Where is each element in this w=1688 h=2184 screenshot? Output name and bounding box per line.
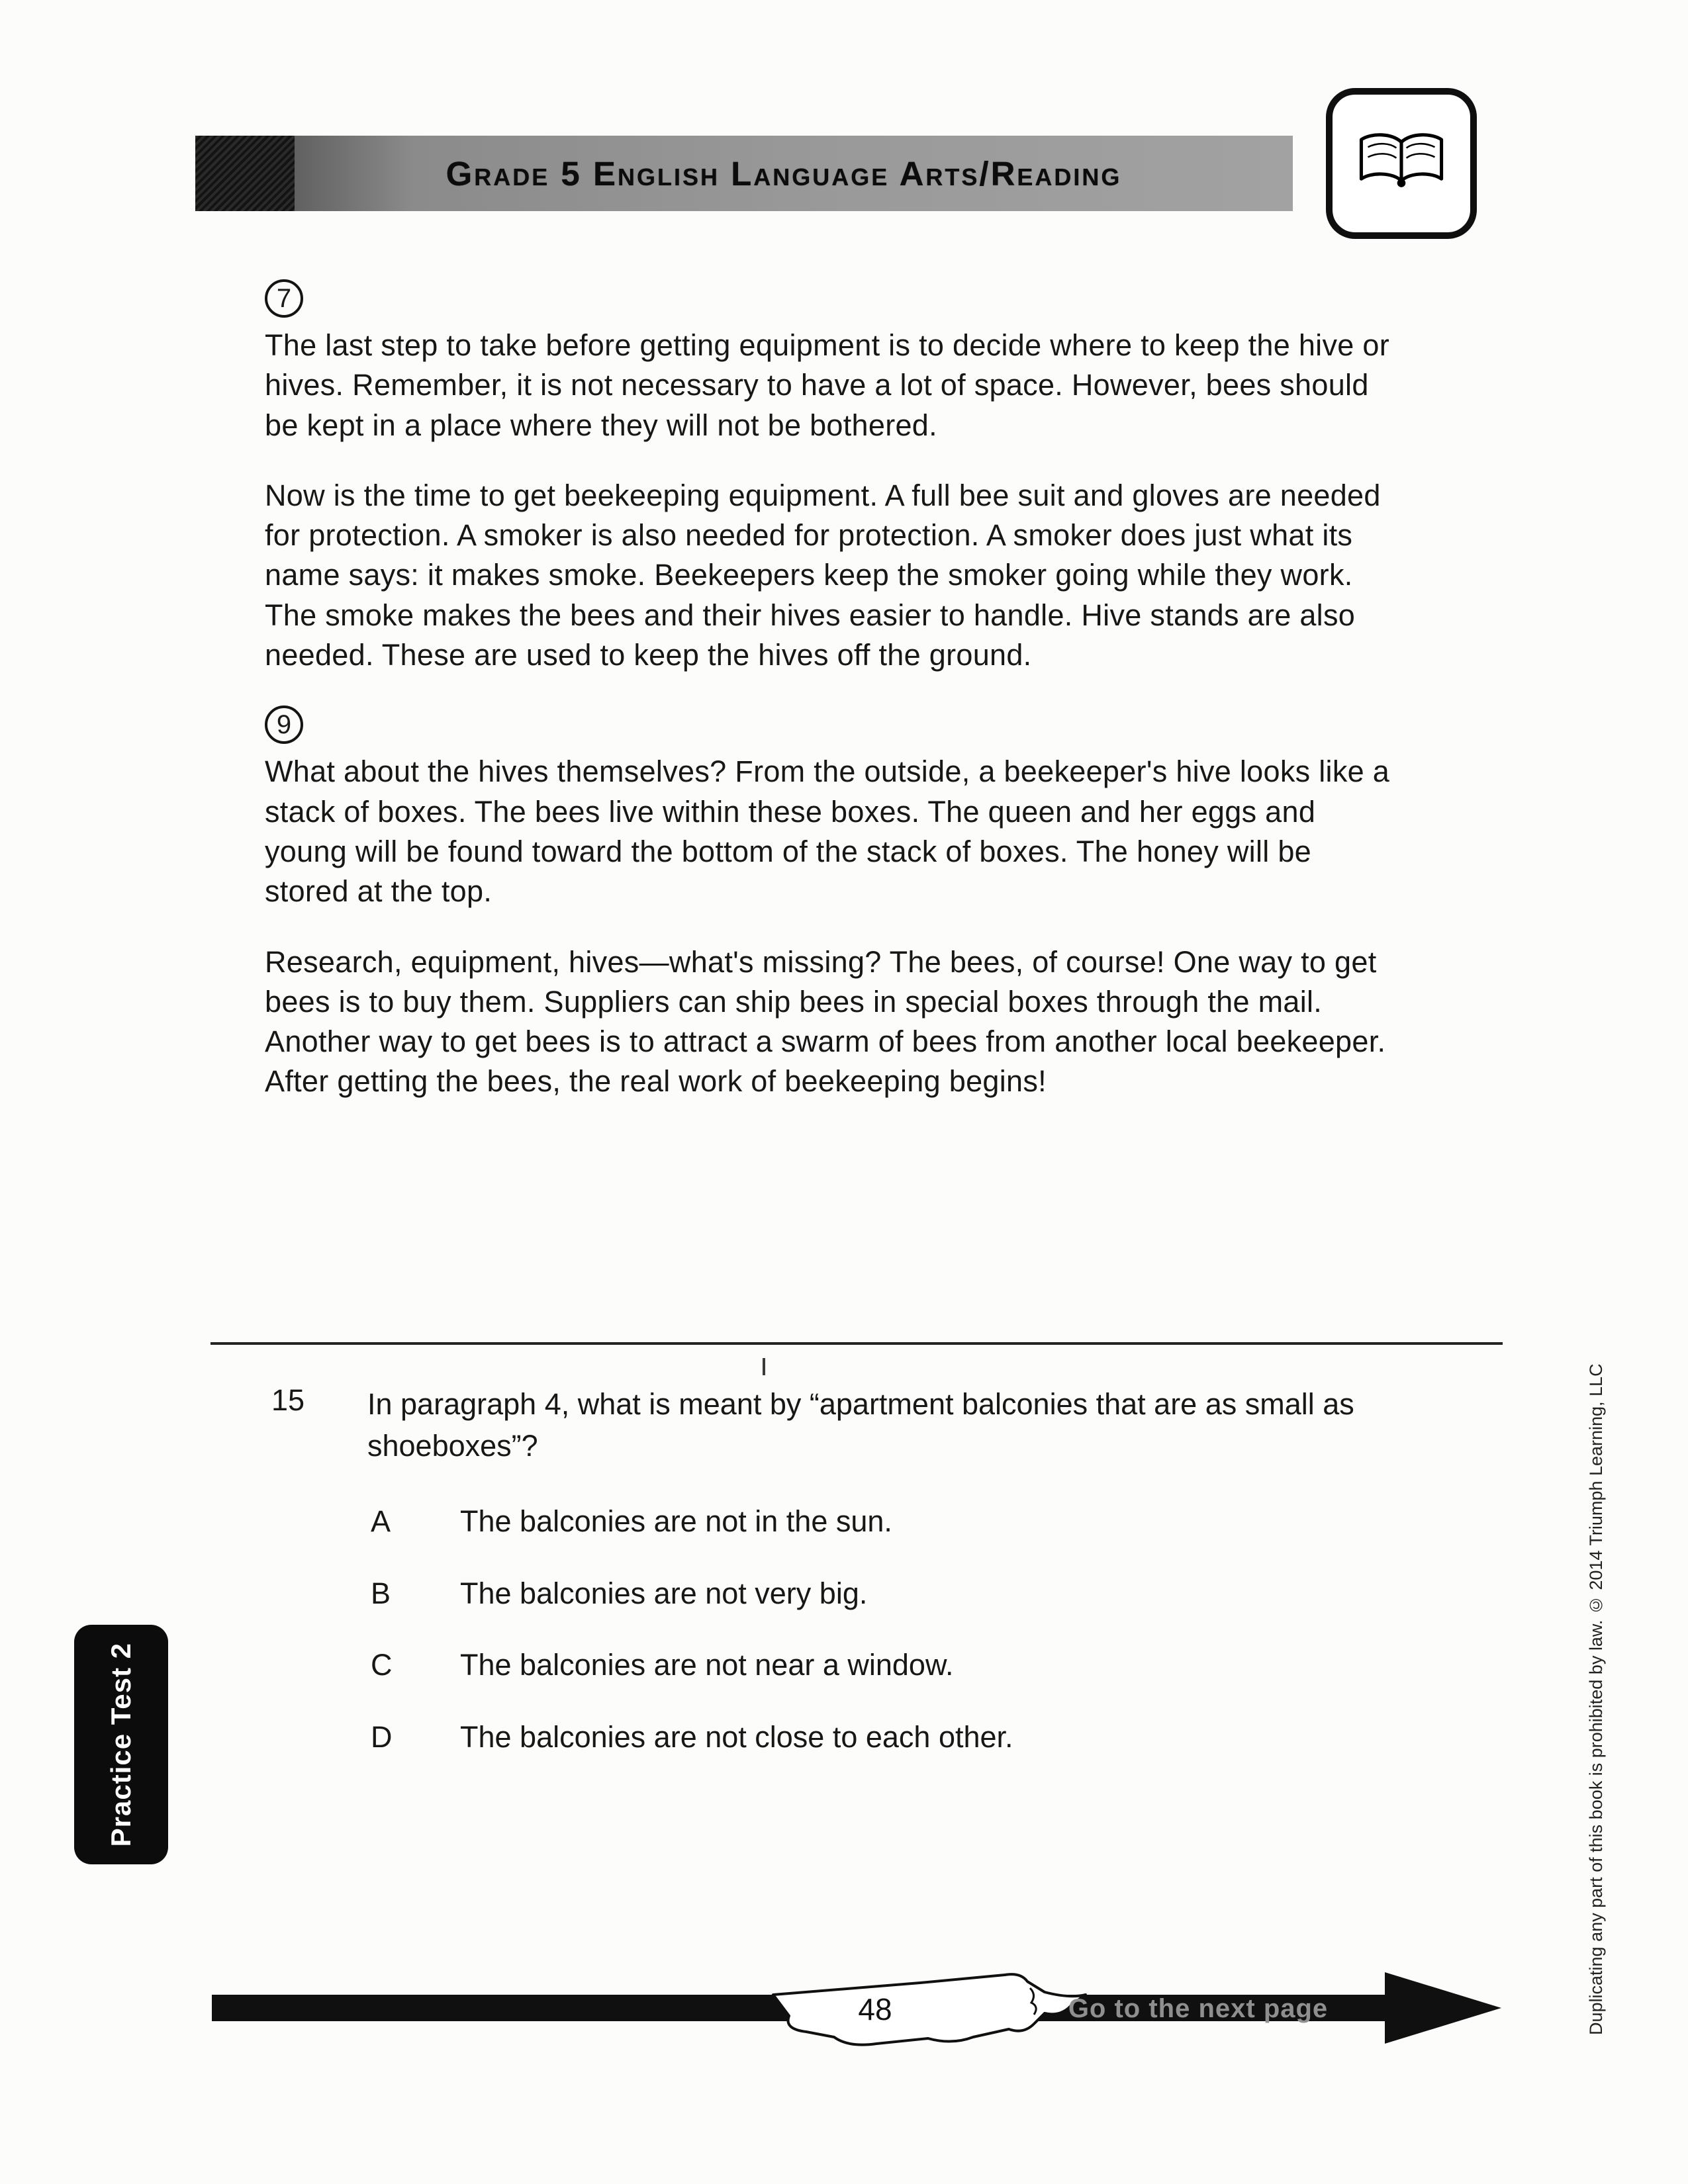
section-divider (211, 1342, 1503, 1345)
paragraph-text: Research, equipment, hives—what's missing? The bees, of course! One way to get bees is to buy them. Suppliers can ship bees in special boxes through the mail. Another way to get bees is to attract a swarm of bees from another local beekeeper. After getting the bees, the real work of beekeeping begins! (265, 944, 1386, 1099)
paragraph-number-circle: 7 (265, 279, 303, 318)
answer-choice-c (271, 1646, 1436, 1685)
choice-letter: B (371, 1576, 391, 1610)
paragraph-number-circle: 9 (265, 705, 303, 744)
passage-paragraph-10 (265, 942, 1390, 1102)
practice-test-label: Practice Test 2 (105, 1642, 136, 1847)
paragraph-text: Now is the time to get beekeeping equipment. A full bee suit and gloves are needed for protection. A smoker is also needed for protection. A smoker does just what its name says: it makes smoke. Beekeepers keep the smoker going while they work. The smoke makes the bees and their hives easier to handle. Hive stands are also needed. These are used to keep the hives off the ground. (265, 478, 1381, 672)
choice-text: The balconies are not in the sun. (460, 1504, 892, 1538)
choice-letter: D (371, 1719, 393, 1754)
page-number: 48 (858, 1992, 892, 2026)
paragraph-text: The last step to take before getting equipment is to decide where to keep the hive or hives. Remember, it is not necessary to have a lot of space. However, bees should be kept in a place where they will not be bothered. (265, 328, 1390, 442)
answer-choice-a (271, 1502, 1436, 1541)
passage-paragraph-9 (265, 705, 1390, 911)
choice-letter: A (371, 1504, 391, 1538)
practice-test-tab (74, 1625, 168, 1864)
question-15 (271, 1383, 1436, 1790)
header-banner (195, 136, 1293, 211)
page-title: Grade 5 English Language Arts/Reading (445, 154, 1122, 193)
go-to-next-page-label: Go to the next page (1068, 1994, 1329, 2023)
choice-letter: C (371, 1648, 393, 1682)
answer-choice-b (271, 1574, 1436, 1614)
arrow-head-icon (1385, 1972, 1501, 2044)
divider-tick-mark (763, 1358, 765, 1375)
question-number: 15 (271, 1383, 305, 1417)
reading-section-badge (1326, 88, 1477, 239)
question-text: In paragraph 4, what is meant by “apartment balconies that are as small as shoeboxes”? (367, 1387, 1354, 1463)
next-page-arrow-graphic (212, 1964, 1503, 2052)
choice-text: The balconies are not close to each other. (460, 1719, 1013, 1754)
paragraph-text: What about the hives themselves? From the outside, a beekeeper's hive looks like a stack of boxes. The bees live within these boxes. The queen and her eggs and young will be found toward the bottom of the stack of boxes. The honey will be stored at the top. (265, 754, 1390, 909)
open-book-icon (1351, 127, 1452, 201)
choice-text: The balconies are not very big. (460, 1576, 868, 1610)
north-carolina-state-icon (773, 1974, 1086, 2045)
footer-navigation-arrow (212, 1964, 1503, 2052)
answer-choice-d (271, 1718, 1436, 1757)
passage-paragraph-8 (265, 476, 1390, 675)
question-stem-row (271, 1383, 1436, 1467)
passage-paragraph-7 (265, 279, 1390, 445)
copyright-notice: Duplicating any part of this book is prohibited by law. © 2014 Triumph Learning, LLC (1586, 1363, 1606, 2035)
choice-text: The balconies are not near a window. (460, 1648, 954, 1682)
reading-passage (265, 279, 1390, 1132)
